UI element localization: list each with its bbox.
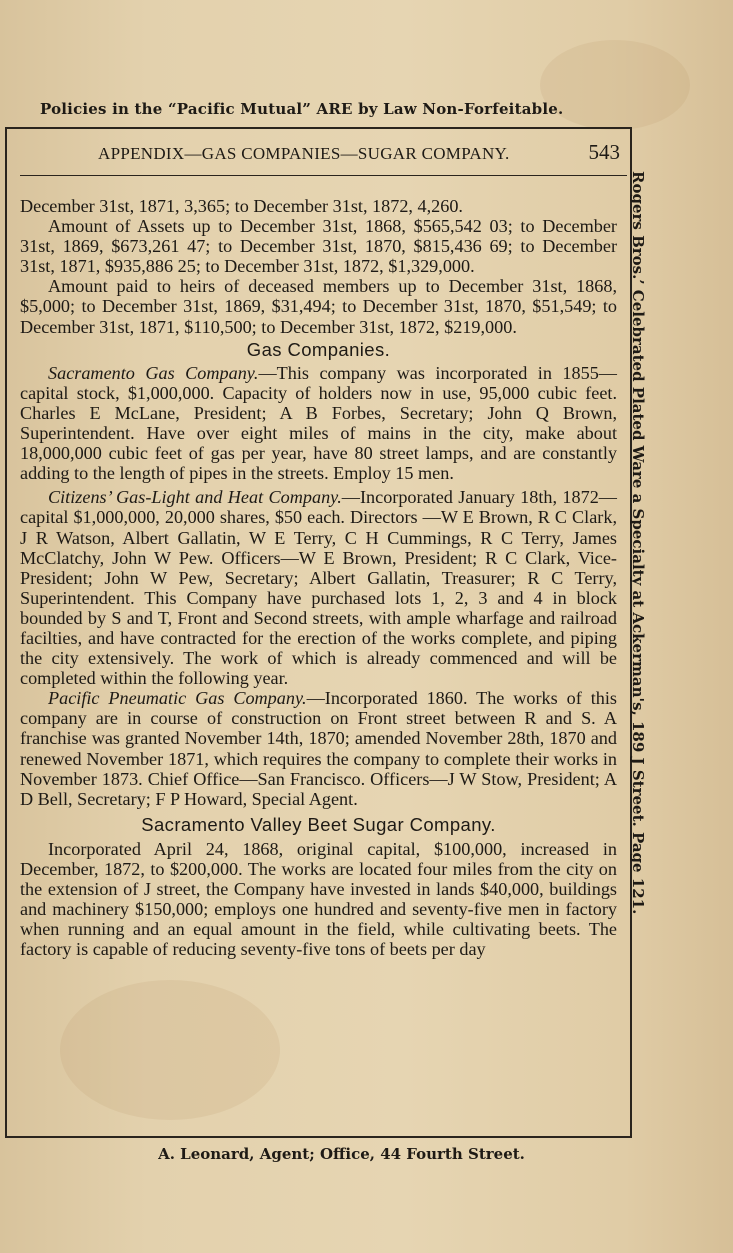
entry-sacramento-gas bbox=[20, 363, 617, 484]
company-name: Sacramento Gas Company. bbox=[48, 362, 259, 383]
entry-citizens-gas bbox=[20, 487, 617, 688]
company-name: Pacific Pneumatic Gas Company. bbox=[48, 688, 307, 709]
company-name: Citizens’ Gas-Light and Heat Company. bbox=[48, 487, 342, 508]
entry-text: —Incorporated 1860. The works of this company are in course of construction on Front street between R and S. A franchise was granted November 14th, 1870; amended November 28th, 1870 and renewed November 1871, which requires the company to complete their works in November 1873. Chief Office—San Francisco. Officers—J W Stow, President; A D Bell, Secretary; F P Howard, Special Agent. bbox=[20, 688, 617, 809]
entry-sugar-company: Incorporated April 24, 1868, original capital, $100,000, increased in December, 1872, to $200,000. The works are located four miles from the city on the extension of J street, the Company have invested in lands $40,000, buildings and machinery $150,000; employs one hundred and seventy-five men in factory when running and an equal amount in the field, while cultivating beets. The factory is capable of reducing seventy-five tons of beets per day bbox=[20, 838, 617, 960]
body-text bbox=[20, 196, 617, 959]
header-rule bbox=[20, 175, 627, 176]
page-number: 543 bbox=[588, 140, 620, 164]
running-head bbox=[20, 142, 622, 172]
paragraph: Amount paid to heirs of deceased members up to December 31st, 1868, $5,000; to December 31st, 1869, $31,494; to December 31st, 1870, $51,549; to December 31st, 1871, $110,500; to December 31st, 1872, $219,000. bbox=[20, 276, 617, 337]
running-head-title: APPENDIX—GAS COMPANIES—SUGAR COMPANY. bbox=[98, 144, 510, 163]
section-heading-gas: Gas Companies. bbox=[246, 338, 391, 360]
top-advert-banner: Policies in the “Pacific Mutual” ARE by Law Non-Forfeitable. bbox=[40, 100, 564, 118]
entry-text: —Incorporated January 18th, 1872—capital $1,000,000, 20,000 shares, $50 each. Directors —W E Brown, R C Clark, J R Watson, Albert Gallatin, W E Terry, C H Cummings, R C Terry, James McClatchy, John W Pew. Officers—W E Brown, President; R C Clark, Vice-President; John W Pew, Secretary; Albert Gallatin, Treasurer; R C Terry, Superintendent. This Company have purchased lots 1, 2, 3 and 4 in block bounded by S and T, Front and Second streets, with ample wharfage and railroad facilties, and have contracted for the erection of the works complete, and piping the city extensively. The work of which is already commenced and will be completed within the following year. bbox=[20, 487, 617, 689]
entry-pacific-gas bbox=[20, 688, 617, 809]
entry-text: —This company was incorporated in 1855—capital stock, $1,000,000. Capacity of holders now in use, 95,000 cubic feet. Charles E McLane, President; A B Forbes, Secretary; John Q Brown, Superintendent. Have over eight miles of mains in the city, make about 18,000,000 cubic feet of gas per year, have 80 street lamps, and are constantly adding to the length of pipes in the streets. Employ 15 men. bbox=[20, 362, 617, 484]
bottom-advert-banner: A. Leonard, Agent; Office, 44 Fourth Street. bbox=[158, 1145, 525, 1163]
paragraph: Amount of Assets up to December 31st, 1868, $565,542 03; to December 31st, 1869, $673,261 47; to December 31st, 1870, $815,436 69; to December 31st, 1871, $935,886 25; to December 31st, 1872, $1,329,000. bbox=[20, 216, 617, 277]
paragraph: December 31st, 1871, 3,365; to December 31st, 1872, 4,260. bbox=[20, 196, 463, 216]
section-heading-sugar: Sacramento Valley Beet Sugar Company. bbox=[141, 813, 496, 835]
side-advert-banner: Rogers Bros.’ Celebrated Plated Ware a Specialty at Ackerman's, 189 J Street. Page 121. bbox=[629, 171, 647, 915]
